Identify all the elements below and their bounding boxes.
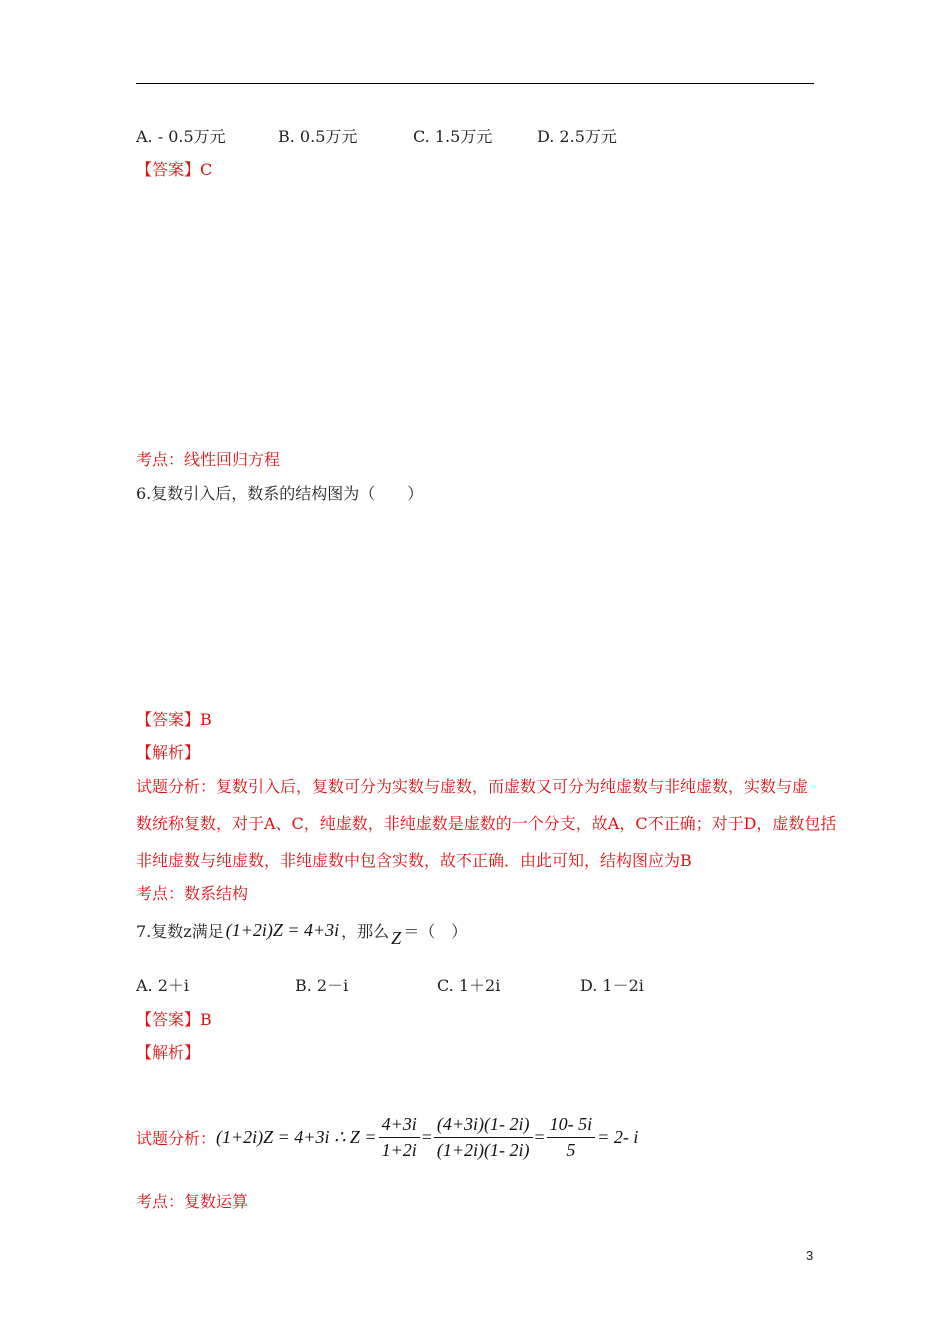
fraction-1-denominator: 1+2i (381, 1140, 417, 1160)
fraction-2 (434, 1114, 533, 1161)
jiexi-label-q6: 【解析】 (136, 743, 201, 762)
option-c: C. 1.5万元 (413, 127, 493, 146)
question-7 (136, 919, 468, 948)
fraction-3 (547, 1114, 596, 1161)
question-7-equation: (1+2i)Z = 4+3i (225, 920, 340, 940)
answer-q7: 【答案】B (136, 1010, 212, 1029)
analysis-line-1: 试题分析：复数引入后，复数可分为实数与虚数，而虚数又可分为纯虚数与非纯虚数，实数与虚 (136, 777, 809, 796)
derivation-step1: (1+2i)Z = 4+3i ∴ Z = (216, 1127, 377, 1147)
answer-q5: 【答案】C (136, 160, 213, 179)
fraction-3-denominator: 5 (566, 1140, 576, 1160)
kaodian-q6: 考点：数系结构 (136, 884, 249, 903)
page-number: 3 (806, 1248, 814, 1263)
answer-q6: 【答案】B (136, 710, 212, 729)
fraction-2-numerator: (4+3i)(1- 2i) (434, 1114, 533, 1138)
header-rule (136, 83, 814, 84)
kaodian-q5: 考点：线性回归方程 (136, 450, 281, 469)
question-7-z: Z (391, 928, 402, 948)
option-d-q7: D. 1－2i (580, 976, 644, 995)
analysis-line-2: 数统称复数，对于A、C，纯虚数，非纯虚数是虚数的一个分支，故A，C不正确；对于D，虚数包括 (136, 814, 837, 833)
option-b: B. 0.5万元 (278, 127, 358, 146)
option-b-q7: B. 2－i (295, 976, 349, 995)
derivation-result: = 2- i (597, 1127, 639, 1147)
fraction-3-numerator: 10- 5i (547, 1114, 596, 1138)
option-a-q7: A. 2＋i (136, 976, 190, 995)
derivation: 试题分析： (1+2i)Z = 4+3i ∴ Z = $\frac{4+3i}{1+2i}$ = $\frac{(4+3i)(1- 2i)}{(1+2i)(1- 2i)}$ = $\frac{10- 5i}{5}$ = 2- i (136, 1114, 639, 1160)
kaodian-q7: 考点：复数运算 (136, 1192, 249, 1211)
question-7-prefix: 7.复数z满足 (136, 922, 224, 941)
fraction-1 (379, 1114, 420, 1161)
option-c-q7: C. 1＋2i (437, 976, 501, 995)
jiexi-label-q7: 【解析】 (136, 1043, 201, 1062)
fraction-1-numerator: 4+3i (379, 1114, 420, 1138)
fraction-2-denominator: (1+2i)(1- 2i) (436, 1140, 530, 1160)
analysis-line-3: 非纯虚数与纯虚数，非纯虚数中包含实数，故不正确．由此可知，结构图应为B (136, 851, 692, 870)
question-7-mid: ，那么 (341, 922, 390, 941)
question-7-suffix: ＝（ ） (403, 922, 468, 941)
option-a: A. - 0.5万元 (136, 127, 226, 146)
question-6: 6.复数引入后，数系的结构图为（ ） (136, 484, 424, 503)
analysis-prefix-q7: 试题分析： (136, 1129, 217, 1148)
option-d: D. 2.5万元 (537, 127, 617, 146)
